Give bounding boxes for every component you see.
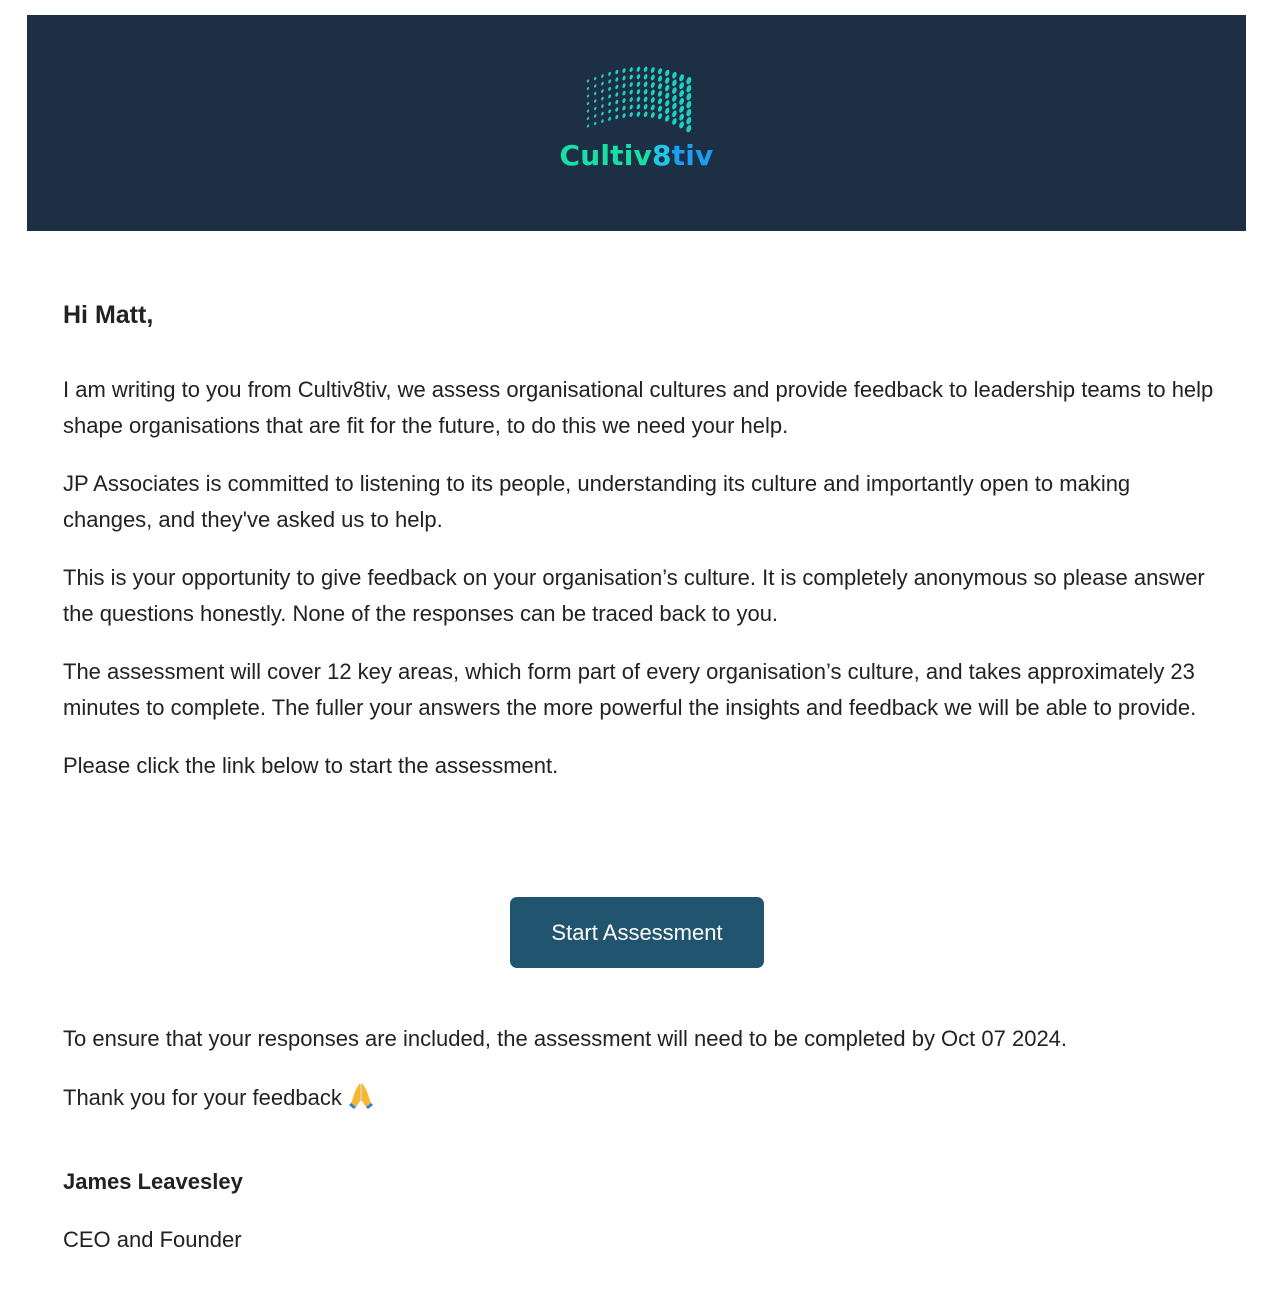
logo-dot xyxy=(643,104,648,111)
logo-dot xyxy=(678,113,685,121)
logo-dot xyxy=(650,89,655,96)
logo-dot xyxy=(608,109,612,114)
logo-dot xyxy=(629,89,634,95)
logo-dot xyxy=(685,76,692,85)
logo-dot xyxy=(629,104,634,110)
logo-dot xyxy=(657,68,663,75)
cultiv8tiv-logo-icon xyxy=(580,63,696,141)
logo-dot xyxy=(664,69,670,77)
greeting: Hi Matt, xyxy=(63,301,154,329)
logo-dot xyxy=(587,102,590,106)
logo-dot xyxy=(594,114,597,118)
logo-dot xyxy=(650,104,655,111)
logo-dot xyxy=(650,67,655,74)
logo-dot xyxy=(629,67,634,73)
cta-container xyxy=(510,897,764,968)
email-footer xyxy=(63,1021,1223,1258)
logo-dot xyxy=(587,79,590,83)
logo-dot xyxy=(636,66,641,72)
body-paragraph: JP Associates is committed to listening to its people, understanding its culture and importantly open to making changes, and they've asked us to help. xyxy=(63,471,1131,532)
logo-dot xyxy=(636,111,641,117)
logo-dot xyxy=(657,83,663,90)
logo-dot xyxy=(594,99,597,103)
logo-dot xyxy=(643,96,648,103)
logo-dot xyxy=(615,77,619,82)
body-paragraph: The assessment will cover 12 key areas, which form part of every organisation’s culture, and takes approximately 23 minutes to complete. The fuller your answers the more powerful the insights and feedback we will be able to provide. xyxy=(63,659,1197,720)
logo-dot xyxy=(685,100,692,109)
logo-dot xyxy=(629,112,634,118)
logo-dot xyxy=(629,82,634,88)
brand-name: Cultiv8tiv xyxy=(559,139,714,172)
logo-dot xyxy=(622,105,626,110)
folded-hands-icon xyxy=(348,1081,374,1120)
logo-dot xyxy=(650,112,655,119)
start-assessment-button[interactable]: Start Assessment xyxy=(510,897,764,968)
logo-dot xyxy=(685,84,692,93)
logo-dot xyxy=(608,79,612,84)
logo-dot xyxy=(601,111,604,115)
logo-dot xyxy=(643,66,648,73)
logo-dot xyxy=(657,90,663,97)
logo-dot xyxy=(664,77,670,85)
logo-dot xyxy=(664,107,670,115)
logo-dot xyxy=(685,108,692,117)
logo-dot xyxy=(657,75,663,82)
logo-dot xyxy=(615,69,619,74)
logo-dot xyxy=(671,71,677,79)
logo-dot xyxy=(664,84,670,92)
logo-dot xyxy=(622,75,626,80)
logo-dot xyxy=(594,106,597,110)
logo-dot xyxy=(685,92,692,101)
logo-dot xyxy=(678,82,685,90)
logo-dot xyxy=(587,87,590,91)
logo-dot xyxy=(678,121,685,129)
logo-dot xyxy=(657,98,663,105)
logo-dot xyxy=(629,74,634,80)
logo-dot xyxy=(601,119,604,123)
logo-dot xyxy=(594,76,597,80)
logo-dot xyxy=(615,99,619,104)
logo-dot xyxy=(671,110,677,118)
logo-dot xyxy=(601,89,604,93)
logo-dot xyxy=(671,87,677,95)
logo-dot xyxy=(587,117,590,121)
logo-dot xyxy=(664,92,670,100)
logo-dot xyxy=(601,81,604,85)
logo-dot xyxy=(657,113,663,120)
logo-dot xyxy=(622,98,626,103)
logo-dot xyxy=(636,89,641,95)
thanks-line xyxy=(63,1080,1223,1120)
logo-dot xyxy=(608,87,612,92)
logo-dot xyxy=(678,74,685,82)
logo-dot xyxy=(622,83,626,88)
logo-dot xyxy=(594,91,597,95)
logo-dot xyxy=(608,117,612,122)
logo-dot xyxy=(594,84,597,88)
logo-dot xyxy=(643,111,648,118)
logo-dot xyxy=(608,94,612,99)
body-paragraph: Please click the link below to start the assessment. xyxy=(63,753,559,778)
logo-dot xyxy=(594,121,597,125)
logo-dot xyxy=(664,100,670,108)
signature-name: James Leavesley xyxy=(63,1169,243,1194)
logo-dot xyxy=(671,118,677,126)
logo-dot xyxy=(608,72,612,77)
logo-dot xyxy=(636,96,641,102)
logo-dot xyxy=(678,97,685,105)
logo-dot xyxy=(678,105,685,113)
logo-dot xyxy=(629,97,634,103)
logo-dot xyxy=(608,102,612,107)
logo-dot xyxy=(636,81,641,87)
deadline-text: To ensure that your responses are included, the assessment will need to be completed by Oct 07 2024. xyxy=(63,1026,1068,1051)
logo-dot xyxy=(636,74,641,80)
logo-dot xyxy=(664,115,670,123)
logo-dot xyxy=(643,74,648,81)
logo-dot xyxy=(671,102,677,110)
logo-dot xyxy=(615,92,619,97)
body-paragraph: I am writing to you from Cultiv8tiv, we assess organisational cultures and provide feedback to leadership teams to help shape organisations that are fit for the future, to do this we need your help. xyxy=(63,377,1214,438)
logo-dot xyxy=(643,81,648,88)
logo-dot xyxy=(622,68,626,73)
logo-dot xyxy=(671,79,677,87)
logo-dot xyxy=(615,107,619,112)
logo-dot xyxy=(643,89,648,96)
signature-title: CEO and Founder xyxy=(63,1227,242,1252)
logo-dot xyxy=(650,82,655,89)
logo-dot xyxy=(685,124,692,133)
logo-dot xyxy=(615,84,619,89)
logo-dot xyxy=(601,104,604,108)
logo-dot xyxy=(601,74,604,78)
logo-dot xyxy=(622,90,626,95)
logo-dot xyxy=(650,74,655,81)
logo-dot xyxy=(615,114,619,119)
logo-dot xyxy=(671,94,677,102)
thanks-text: Thank you for your feedback xyxy=(63,1084,342,1110)
logo-dot xyxy=(622,113,626,118)
email-body xyxy=(63,296,1223,807)
logo-dot xyxy=(636,104,641,110)
logo-dot xyxy=(587,109,590,113)
email-header xyxy=(27,15,1246,231)
logo-dot xyxy=(685,116,692,125)
logo-dot xyxy=(650,97,655,104)
logo-dot xyxy=(587,124,590,128)
logo-dot xyxy=(678,89,685,97)
body-paragraph: This is your opportunity to give feedback on your organisation’s culture. It is completely anonymous so please answer the questions honestly. None of the responses can be traced back to you. xyxy=(63,565,1205,626)
logo-dot xyxy=(657,105,663,112)
logo-dot xyxy=(587,94,590,98)
logo-dot xyxy=(601,96,604,100)
